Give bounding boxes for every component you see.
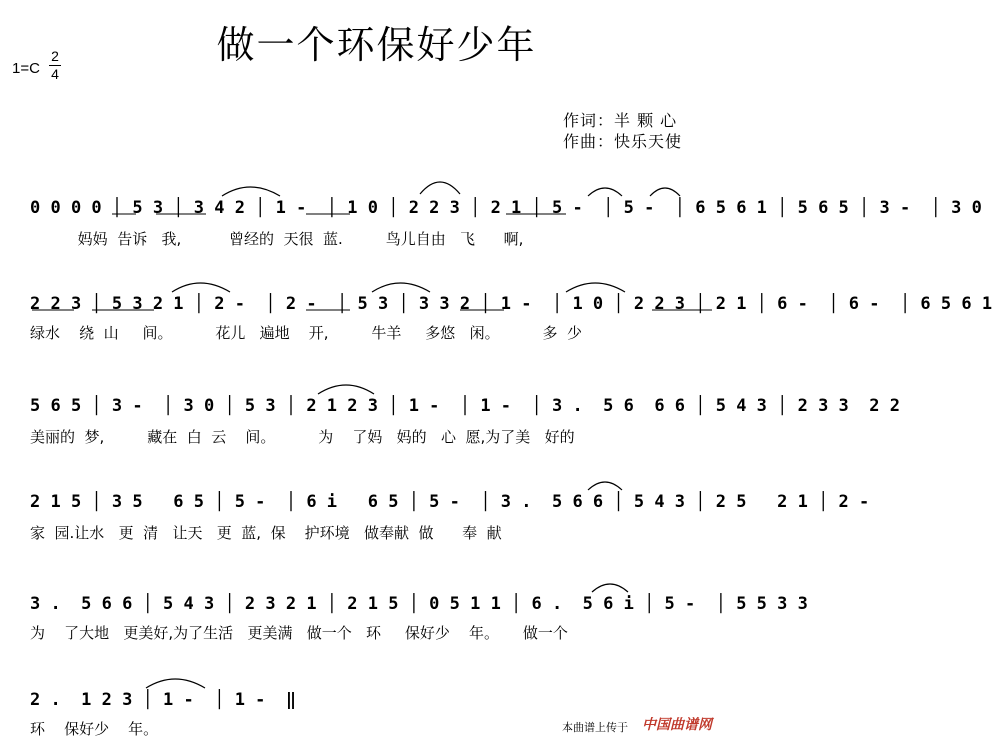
- slur: [146, 679, 205, 688]
- meter-top: 2: [51, 48, 59, 64]
- slur: [592, 584, 628, 592]
- site-logo[interactable]: 中国曲谱网: [642, 717, 712, 733]
- slur: [650, 188, 680, 196]
- system-1-lyrics: 妈妈 告诉 我, 曾经的 天很 蓝. 鸟儿自由 飞 啊,: [30, 230, 524, 248]
- composer-credit: 作曲：快乐天使: [563, 132, 683, 151]
- upload-note: 本曲谱上传于: [562, 721, 628, 734]
- system-4-lyrics: 家 园.让水 更 清 让天 更 蓝, 保 护环境 做奉献 做 奉 献: [30, 524, 502, 542]
- system-3-lyrics: 美丽的 梦, 藏在 白 云 间。 为 了妈 妈的 心 愿,为了美 好的: [30, 428, 575, 446]
- system-5-lyrics: 为 了大地 更美好,为了生活 更美满 做一个 环 保好少 年。 做一个: [30, 624, 568, 642]
- slur: [588, 482, 622, 490]
- system-2-notes: 2 2 3 │ 5 3 2 1 │ 2 - │ 2 - │ 5 3 │ 3 3 2 │ 1 - │ 1 0 │ 2 2 3 │ 2 1 │ 6 - │ 6 - │ 6 5 6 1: [30, 294, 992, 314]
- slur: [588, 188, 622, 196]
- slur: [172, 283, 230, 292]
- system-2-lyrics: 绿水 绕 山 间。 花儿 遍地 开, 牛羊 多悠 闲。 多 少: [30, 324, 583, 342]
- meter-bottom: 4: [51, 66, 59, 82]
- system-6-lyrics: 环 保好少 年。: [30, 720, 159, 738]
- system-6-notes: 2 . 1 2 3 │ 1 - │ 1 - ‖: [30, 690, 297, 710]
- slur: [372, 283, 430, 292]
- slur: [566, 283, 625, 292]
- page-title: 做一个环保好少年: [216, 23, 537, 67]
- system-3-notes: 5 6 5 │ 3 - │ 3 0 │ 5 3 │ 2 1 2 3 │ 1 - │ 1 - │ 3 . 5 6 6 6 │ 5 4 3 │ 2 3 3 2 2: [30, 396, 900, 416]
- slur: [420, 182, 460, 194]
- time-signature: [49, 49, 61, 82]
- key-signature: 1=C: [12, 60, 40, 77]
- system-1-notes: 0 0 0 0 │ 5 3 │ 3 4 2 │ 1 - │ 1 0 │ 2 2 3 │ 2 1 │ 5 - │ 5 - │ 6 5 6 1 │ 5 6 5 │ 3 - │ 3 0: [30, 198, 982, 218]
- lyricist-credit: 作词：半 颗 心: [563, 111, 678, 130]
- slur: [318, 385, 374, 394]
- slur: [222, 187, 280, 196]
- system-5-notes: 3 . 5 6 6 │ 5 4 3 │ 2 3 2 1 │ 2 1 5 │ 0 5 1 1 │ 6 . 5 6 i │ 5 - │ 5 5 3 3: [30, 594, 808, 614]
- system-4-notes: 2 1 5 │ 3 5 6 5 │ 5 - │ 6 i 6 5 │ 5 - │ 3 . 5 6 6 │ 5 4 3 │ 2 5 2 1 │ 2 -: [30, 492, 870, 512]
